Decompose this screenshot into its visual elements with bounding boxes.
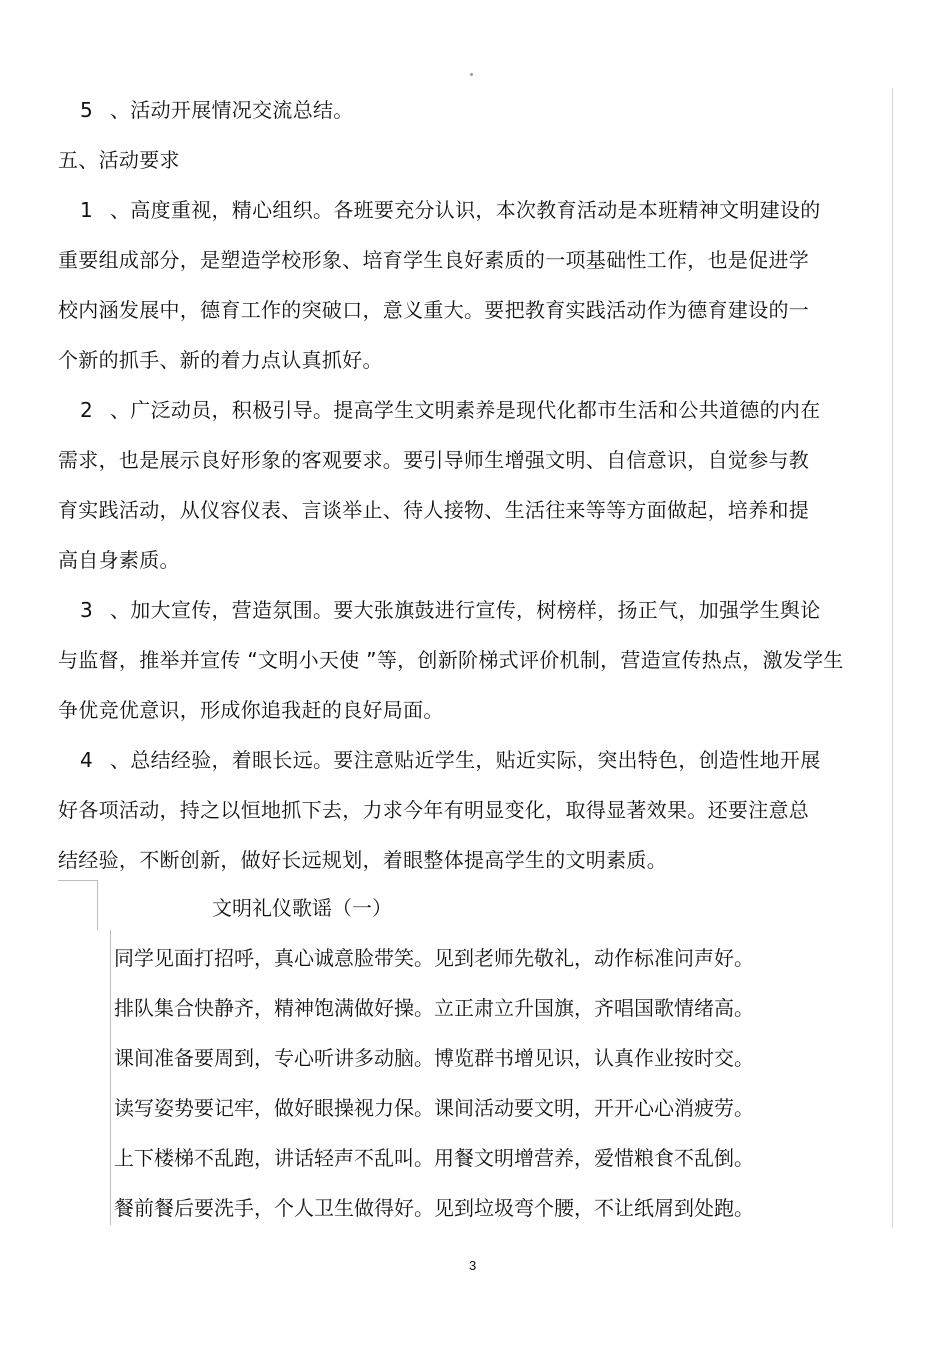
poem-line: 排队集合快静齐，精神饱满做好操。立正肃立升国旗，齐唱国歌情绪高。 <box>114 996 754 1020</box>
section-heading: 五、活动要求 <box>58 148 180 172</box>
poem-line: 上下楼梯不乱跑，讲话轻声不乱叫。用餐文明增营养，爱惜粮食不乱倒。 <box>114 1146 754 1170</box>
paragraph-text: 、广泛动员，积极引导。提高学生文明素养是现代化都市生活和公共道德的内在 <box>110 398 821 422</box>
text-box-corner-border <box>97 880 98 930</box>
list-item-5 <box>58 96 354 124</box>
page-number: 3 <box>469 1258 477 1273</box>
poem-line: 同学见面打招呼，真心诚意脸带笑。见到老师先敬礼，动作标准问声好。 <box>114 946 754 970</box>
requirement-2-line-4: 高自身素质。 <box>58 548 180 572</box>
item-number: 4 <box>80 748 94 772</box>
poem-line: 读写姿势要记牢，做好眼操视力保。课间活动要文明，开开心心消疲劳。 <box>114 1096 754 1120</box>
item-number: 5 <box>80 98 94 122</box>
requirement-1-line-1 <box>58 196 821 224</box>
item-number: 3 <box>80 598 94 622</box>
poem-line: 课间准备要周到，专心听讲多动脑。博览群书增见识，认真作业按时交。 <box>114 1046 754 1070</box>
right-margin-rule <box>892 88 893 1228</box>
requirement-1-line-2: 重要组成部分，是塑造学校形象、培育学生良好素质的一项基础性工作，也是促进学 <box>58 248 810 272</box>
text-box-left-border <box>110 930 111 1225</box>
poem-line: 餐前餐后要洗手，个人卫生做得好。见到垃圾弯个腰，不让纸屑到处跑。 <box>114 1196 754 1220</box>
paragraph-text: 、高度重视，精心组织。各班要充分认识，本次教育活动是本班精神文明建设的 <box>110 198 821 222</box>
requirement-4-line-1 <box>58 746 821 774</box>
requirement-3-line-1 <box>58 596 821 624</box>
requirement-3-line-3: 争优竞优意识，形成你追我赶的良好局面。 <box>58 698 444 722</box>
requirement-1-line-4: 个新的抓手、新的着力点认真抓好。 <box>58 348 383 372</box>
text-box-top-border <box>58 880 98 881</box>
item-text: 、活动开展情况交流总结。 <box>110 98 354 122</box>
item-number: 1 <box>80 198 94 222</box>
paragraph-text: 、加大宣传，营造氛围。要大张旗鼓进行宣传，树榜样，扬正气，加强学生舆论 <box>110 598 821 622</box>
requirement-1-line-3: 校内涵发展中，德育工作的突破口，意义重大。要把教育实践活动作为德育建设的一 <box>58 298 810 322</box>
requirement-3-line-2: 与监督，推举并宣传 “文明小天使 ”等，创新阶梯式评价机制，营造宣传热点，激发学生 <box>58 648 844 672</box>
header-dot <box>470 73 473 76</box>
requirement-2-line-2: 需求，也是展示良好形象的客观要求。要引导师生增强文明、自信意识，自觉参与教 <box>58 448 810 472</box>
requirement-4-line-3: 结经验，不断创新，做好长远规划，着眼整体提高学生的文明素质。 <box>58 848 667 872</box>
requirement-2-line-3: 育实践活动，从仪容仪表、言谈举止、待人接物、生活往来等等方面做起，培养和提 <box>58 498 810 522</box>
paragraph-text: 、总结经验，着眼长远。要注意贴近学生，贴近实际，突出特色，创造性地开展 <box>110 748 821 772</box>
item-number: 2 <box>80 398 94 422</box>
requirement-4-line-2: 好各项活动，持之以恒地抓下去，力求今年有明显变化，取得显著效果。还要注意总 <box>58 798 810 822</box>
requirement-2-line-1 <box>58 396 821 424</box>
poem-title: 文明礼仪歌谣（一） <box>212 896 392 920</box>
